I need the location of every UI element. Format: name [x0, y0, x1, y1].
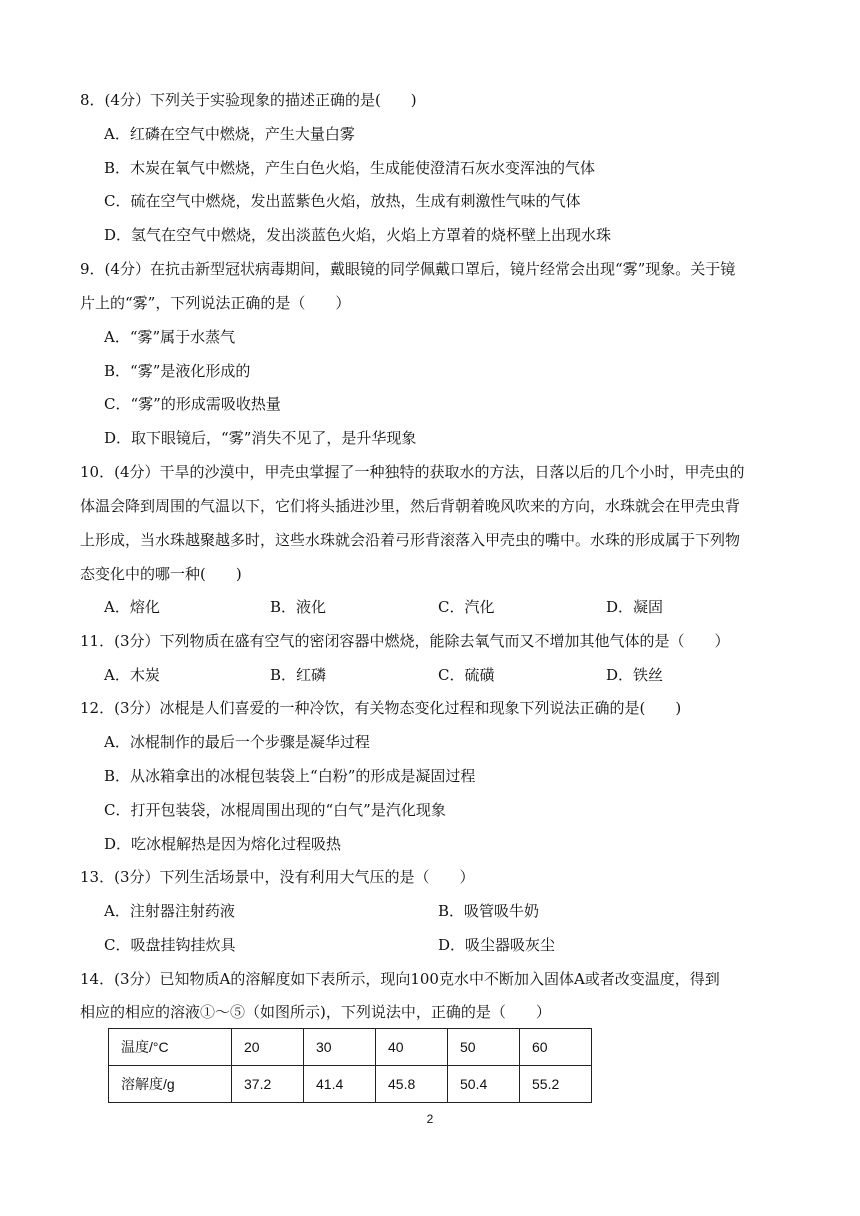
question-9-option-d: D．取下眼镜后，“雾”消失不见了，是升华现象 [104, 429, 417, 447]
table-cell: 60 [520, 1029, 592, 1066]
question-13-option-c: C．吸盘挂钩挂炊具 [104, 936, 236, 954]
question-10-option-a: A．熔化 [104, 598, 160, 616]
table-cell: 温度/°C [109, 1029, 232, 1066]
question-12-option-a: A．冰棍制作的最后一个步骤是凝华过程 [104, 733, 370, 751]
page-number: 2 [426, 1112, 434, 1126]
question-9-stem-line-2: 片上的“雾”，下列说法正确的是（ ） [80, 294, 351, 312]
table-cell: 40 [376, 1029, 448, 1066]
question-10-stem-line-1: 10．(4分）干旱的沙漠中，甲壳虫掌握了一种独特的获取水的方法，日落以后的几个小时，甲壳虫的 [80, 463, 745, 481]
table-row [109, 1066, 592, 1103]
question-9-option-a: A．“雾”属于水蒸气 [104, 328, 236, 346]
question-13-option-d: D．吸尘器吸灰尘 [438, 936, 556, 954]
question-14-stem-line-2: 相应的相应的溶液①～⑤（如图所示)，下列说法中，正确的是（ ） [80, 1003, 551, 1021]
question-10-stem-line-4: 态变化中的哪一种( ) [80, 565, 242, 583]
question-13-option-a: A．注射器注射药液 [104, 902, 235, 920]
table-cell: 50.4 [448, 1066, 520, 1103]
question-10-stem-line-2: 体温会降到周围的气温以下，它们将头插进沙里，然后背朝着晚风吹来的方向，水珠就会在甲壳虫背 [80, 497, 741, 515]
question-12-option-b: B．从冰箱拿出的冰棍包装袋上“白粉”的形成是凝固过程 [104, 767, 476, 785]
table-cell: 30 [304, 1029, 376, 1066]
table-cell: 55.2 [520, 1066, 592, 1103]
question-8-stem: 8．(4分）下列关于实验现象的描述正确的是( ) [80, 91, 417, 109]
table-cell: 37.2 [232, 1066, 304, 1103]
table-row [109, 1029, 592, 1066]
question-13-option-b: B．吸管吸牛奶 [438, 902, 540, 920]
question-11-option-b: B．红磷 [270, 666, 327, 684]
table-cell: 20 [232, 1029, 304, 1066]
question-11-option-c: C．硫磺 [438, 666, 495, 684]
question-11-option-d: D．铁丝 [606, 666, 664, 684]
question-14-stem-line-1: 14．(3分）已知物质A的溶解度如下表所示，现向100克水中不断加入固体A或者改变温度，得到 [80, 970, 720, 988]
question-10-option-b: B．液化 [270, 598, 327, 616]
table-cell: 45.8 [376, 1066, 448, 1103]
question-9-stem-line-1: 9．(4分）在抗击新型冠状病毒期间，戴眼镜的同学佩戴口罩后，镜片经常会出现“雾”现象。关于镜 [80, 260, 736, 278]
question-8-option-a: A．红磷在空气中燃烧，产生大量白雾 [104, 125, 355, 143]
question-8-option-d: D．氢气在空气中燃烧，发出淡蓝色火焰，火焰上方罩着的烧杯壁上出现水珠 [104, 226, 612, 244]
question-13-stem: 13．(3分）下列生活场景中，没有利用大气压的是（ ） [80, 868, 475, 886]
question-9-option-b: B．“雾”是液化形成的 [104, 362, 251, 380]
question-8-option-b: B．木炭在氧气中燃烧，产生白色火焰，生成能使澄清石灰水变浑浊的气体 [104, 159, 596, 177]
question-12-stem: 12．(3分）冰棍是人们喜爱的一种冷饮，有关物态变化过程和现象下列说法正确的是( ) [80, 699, 682, 717]
solubility-table [108, 1028, 592, 1103]
question-10-option-c: C．汽化 [438, 598, 495, 616]
table-cell: 50 [448, 1029, 520, 1066]
question-10-stem-line-3: 上形成，当水珠越聚越多时，这些水珠就会沿着弓形背滚落入甲壳虫的嘴中。水珠的形成属于下列物 [80, 531, 741, 549]
question-11-option-a: A．木炭 [104, 666, 160, 684]
question-9-option-c: C．“雾”的形成需吸收热量 [104, 395, 281, 413]
question-11-stem: 11．(3分）下列物质在盛有空气的密闭容器中燃烧，能除去氧气而又不增加其他气体的是（ ） [80, 632, 730, 650]
question-12-option-c: C．打开包装袋，冰棍周围出现的“白气”是汽化现象 [104, 801, 446, 819]
question-10-option-d: D．凝固 [606, 598, 664, 616]
table-cell: 溶解度/g [109, 1066, 232, 1103]
question-8-option-c: C．硫在空气中燃烧，发出蓝紫色火焰，放热，生成有刺激性气味的气体 [104, 192, 581, 210]
question-12-option-d: D．吃冰棍解热是因为熔化过程吸热 [104, 835, 342, 853]
table-cell: 41.4 [304, 1066, 376, 1103]
